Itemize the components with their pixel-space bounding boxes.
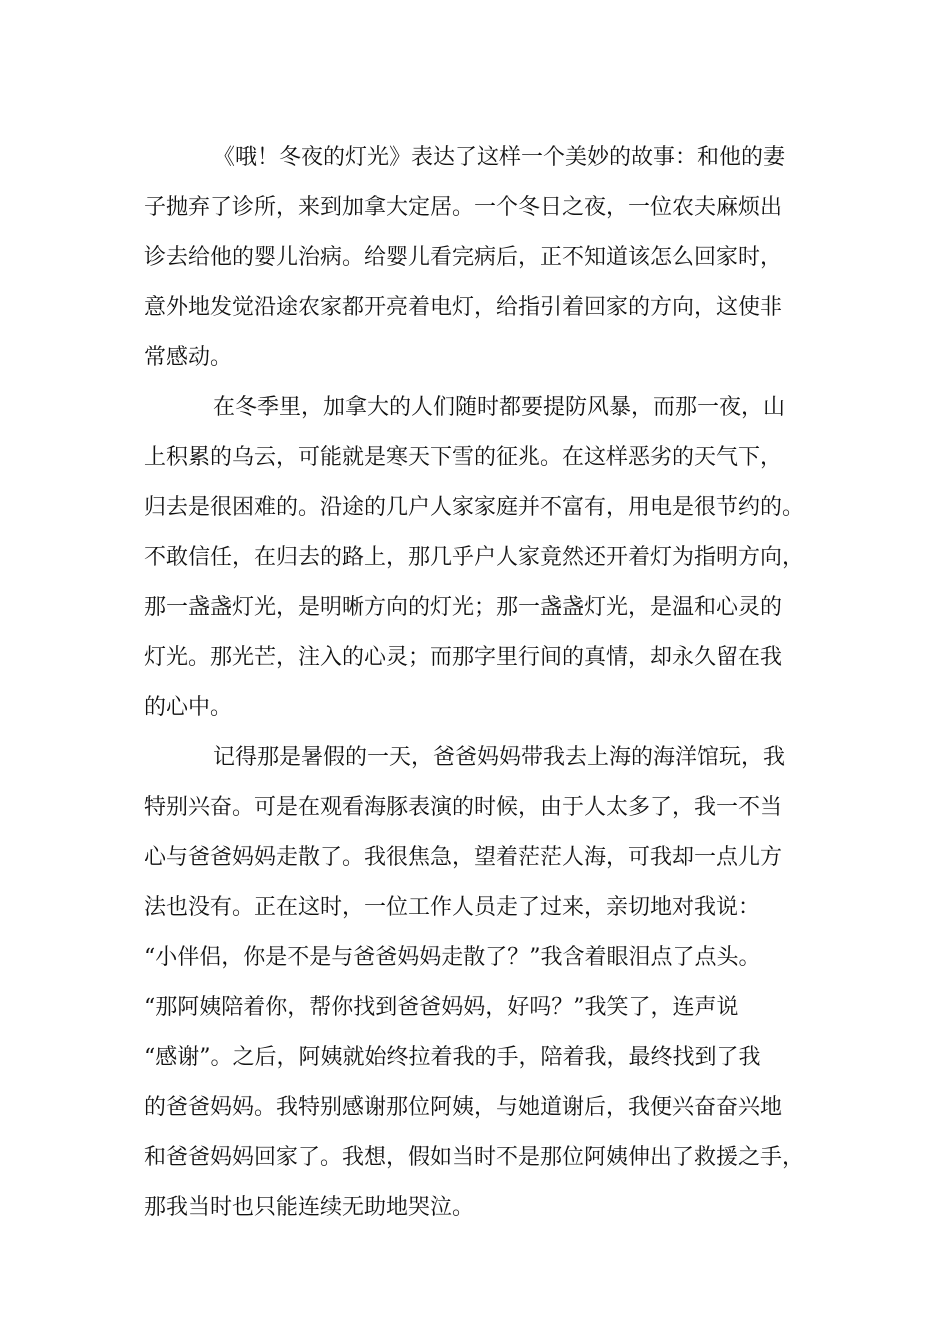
paragraph-2: [144, 383, 834, 733]
text-line: 诊去给他的婴儿治病。给婴儿看完病后，正不知道该怎么回家时，: [144, 245, 783, 270]
paragraph-3: [144, 733, 834, 1233]
text-line: “那阿姨陪着你，帮你找到爸爸妈妈，好吗？”我笑了，连声说: [144, 995, 739, 1020]
text-line: 子抛弃了诊所，来到加拿大定居。一个冬日之夜，一位农夫麻烦出: [144, 195, 783, 220]
text-line: 那一盏盏灯光，是明晰方向的灯光；那一盏盏灯光，是温和心灵的: [144, 595, 783, 620]
text-line: “小伴侣，你是不是与爸爸妈妈走散了？”我含着眼泪点了点头。: [144, 945, 761, 970]
text-line: 意外地发觉沿途农家都开亮着电灯，给指引着回家的方向，这使非: [144, 295, 783, 320]
text-line: 记得那是暑假的一天，爸爸妈妈带我去上海的海洋馆玩，我: [213, 745, 786, 770]
text-line: 心与爸爸妈妈走散了。我很焦急，望着茫茫人海，可我却一点儿方: [144, 845, 783, 870]
text-line: 在冬季里，加拿大的人们随时都要提防风暴，而那一夜，山: [213, 395, 786, 420]
document-body: [144, 133, 834, 1233]
text-line: 上积累的乌云，可能就是寒天下雪的征兆。在这样恶劣的天气下，: [144, 445, 783, 470]
text-line: 不敢信任，在归去的路上，那几乎户人家竟然还开着灯为指明方向，: [144, 545, 805, 570]
text-line: 那我当时也只能连续无助地哭泣。: [144, 1195, 475, 1220]
text-line: 特别兴奋。可是在观看海豚表演的时候，由于人太多了，我一不当: [144, 795, 783, 820]
text-line: 归去是很困难的。沿途的几户人家家庭并不富有，用电是很节约的。: [144, 495, 805, 520]
text-line: 的心中。: [144, 695, 233, 720]
text-line: 和爸爸妈妈回家了。我想，假如当时不是那位阿姨伸出了救援之手，: [144, 1145, 805, 1170]
text-line: 《哦！冬夜的灯光》表达了这样一个美妙的故事：和他的妻: [213, 145, 786, 170]
text-line: 常感动。: [144, 345, 233, 370]
text-line: 的爸爸妈妈。我特别感谢那位阿姨，与她道谢后，我便兴奋奋兴地: [144, 1095, 783, 1120]
text-line: 法也没有。正在这时，一位工作人员走了过来，亲切地对我说：: [144, 895, 761, 920]
text-line: “感谢”。之后，阿姨就始终拉着我的手，陪着我，最终找到了我: [144, 1045, 761, 1070]
paragraph-1: [144, 133, 834, 383]
text-line: 灯光。那光芒，注入的心灵；而那字里行间的真情，却永久留在我: [144, 645, 783, 670]
